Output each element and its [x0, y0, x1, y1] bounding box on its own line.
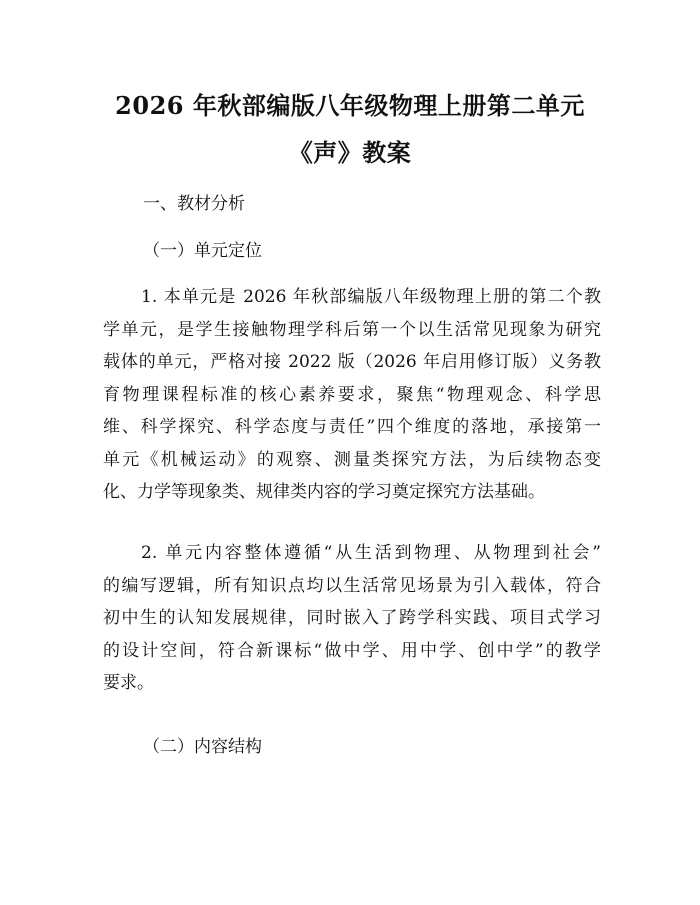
paragraph-line: 初中生的认知发展规律，同时嵌入了跨学科实践、项目式学习 [103, 608, 601, 628]
paragraph-unit-positioning-2 [103, 537, 601, 700]
paragraph-line: 载体的单元，严格对接 2022 版（2026 年启用修订版）义务教 [103, 352, 601, 372]
paragraph-line: 1. 本单元是 2026 年秋部编版八年级物理上册的第二个教 [141, 287, 601, 307]
section-heading-teaching-material-analysis: 一、教材分析 [143, 194, 245, 214]
paragraph-line: 的设计空间，符合新课标“做中学、用中学、创中学”的教学 [103, 640, 601, 661]
document-title-line-1: 2026 年秋部编版八年级物理上册第二单元 [115, 91, 585, 120]
subsection-heading-unit-positioning: （一）单元定位 [143, 241, 262, 261]
subsection-heading-content-structure: （二）内容结构 [143, 737, 262, 757]
paragraph-unit-positioning-1 [103, 281, 601, 509]
paragraph-line: 维、科学探究、科学态度与责任”四个维度的落地，承接第一 [103, 417, 601, 437]
paragraph-line: 育物理课程标准的核心素养要求，聚焦“物理观念、科学思 [103, 384, 601, 405]
document-title-line-2: 《声》教案 [288, 138, 412, 167]
paragraph-line: 2. 单元内容整体遵循“从生活到物理、从物理到社会” [141, 543, 601, 563]
paragraph-line: 单元《机械运动》的观察、测量类探究方法，为后续物态变 [103, 449, 601, 470]
paragraph-line: 要求。 [103, 673, 154, 693]
paragraph-line: 的编写逻辑，所有知识点均以生活常见场景为引入载体，符合 [103, 575, 601, 596]
paragraph-line: 化、力学等现象类、规律类内容的学习奠定探究方法基础。 [103, 482, 545, 502]
paragraph-line: 学单元，是学生接触物理学科后第一个以生活常见现象为研究 [103, 319, 601, 340]
